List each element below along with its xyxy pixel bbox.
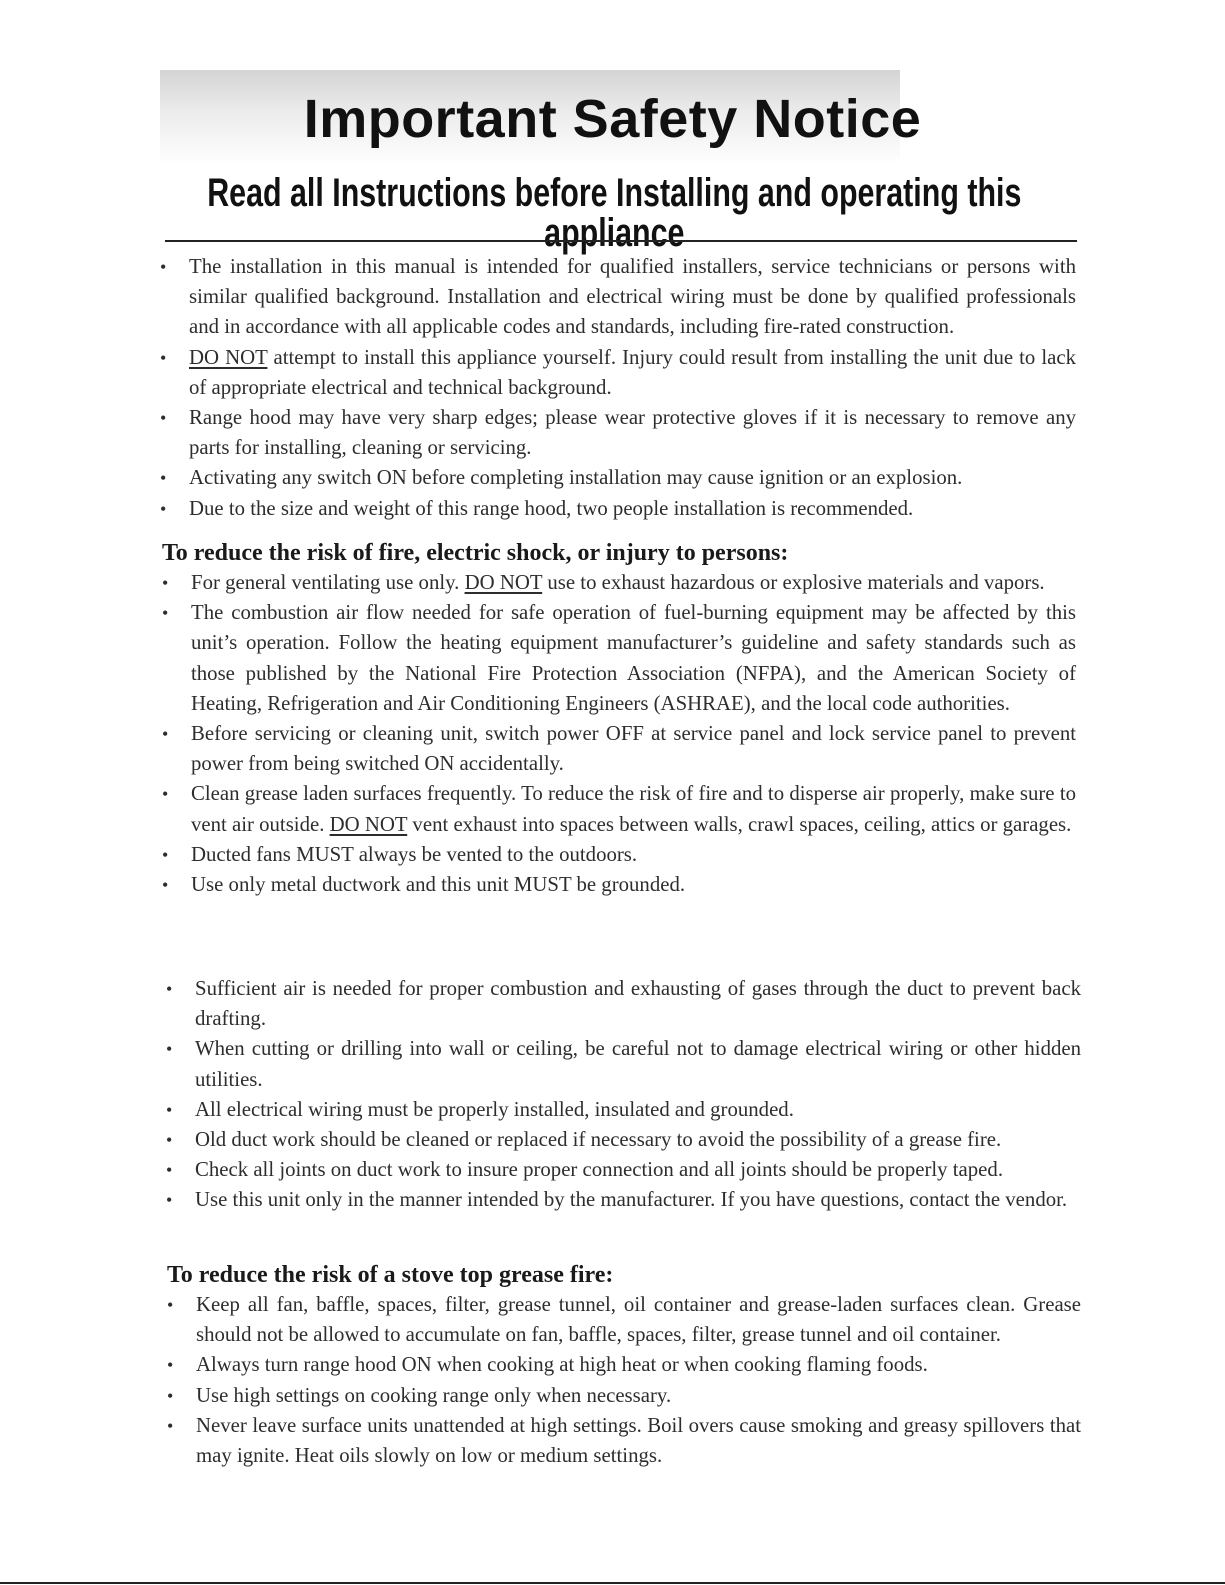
list-item: • Never leave surface units unattended at high settings. Boil overs cause smoking and greasy spillovers that may ignite. Heat oils slowly on low or medium settings. [167,1411,1081,1471]
general-warnings-list [160,252,1076,524]
page-bottom-rule [0,1582,1225,1584]
list-item: • The combustion air flow needed for safe operation of fuel-burning equipment may be affected by this unit’s operation. Follow the heating equipment manufacturer’s guideline and safety standards such as those published by the National Fire Protection Association (NFPA), and the American Society of Heating, Refrigeration and Air Conditioning Engineers (ASHRAE), and the local code authorities. [162,598,1076,719]
section-installation-precautions [166,974,1081,1216]
list-item: • The installation in this manual is intended for qualified installers, service technicians or persons with similar qualified background. Installation and electrical wiring must be done by qualified professionals and in accordance with all applicable codes and standards, including fire-rated construction. [160,252,1076,343]
list-item: • Before servicing or cleaning unit, switch power OFF at service panel and lock service panel to prevent power from being switched ON accidentally. [162,719,1076,779]
section-heading: To reduce the risk of fire, electric shock, or injury to persons: [162,540,789,566]
section-heading: To reduce the risk of a stove top grease fire: [167,1262,614,1288]
list-item: • Check all joints on duct work to insure proper connection and all joints should be properly taped. [166,1155,1081,1185]
list-item: • For general ventilating use only. DO NOT use to exhaust hazardous or explosive materials and vapors. [162,568,1076,598]
list-item: • Due to the size and weight of this range hood, two people installation is recommended. [160,494,1076,524]
list-item: • Use this unit only in the manner intended by the manufacturer. If you have questions, contact the vendor. [166,1185,1081,1215]
list-item: • Use only metal ductwork and this unit MUST be grounded. [162,870,1076,900]
page-title: Important Safety Notice [303,89,922,149]
list-item: • Always turn range hood ON when cooking at high heat or when cooking flaming foods. [167,1350,1081,1380]
section-general-warnings [160,252,1076,524]
list-item: • Use high settings on cooking range only when necessary. [167,1381,1081,1411]
fire-shock-list [162,568,1076,900]
do-not-emphasis: DO NOT [464,571,543,594]
list-item: • Clean grease laden surfaces frequently. To reduce the risk of fire and to disperse air properly, make sure to vent air outside. DO NOT vent exhaust into spaces between walls, crawl spaces, ceiling, attics or garages. [162,779,1076,839]
list-item: • DO NOT attempt to install this appliance yourself. Injury could result from installing the unit due to lack of appropriate electrical and technical background. [160,343,1076,403]
list-item: • Old duct work should be cleaned or replaced if necessary to avoid the possibility of a grease fire. [166,1125,1081,1155]
list-item: • When cutting or drilling into wall or ceiling, be careful not to damage electrical wiring or other hidden utilities. [166,1034,1081,1094]
section-grease-fire [167,1260,1081,1471]
list-item: • Ducted fans MUST always be vented to the outdoors. [162,840,1076,870]
title-divider [165,240,1077,242]
list-item: • Range hood may have very sharp edges; please wear protective gloves if it is necessary to remove any parts for installing, cleaning or servicing. [160,403,1076,463]
list-item: • Sufficient air is needed for proper combustion and exhausting of gases through the duct to prevent back drafting. [166,974,1081,1034]
list-item: • All electrical wiring must be properly installed, insulated and grounded. [166,1095,1081,1125]
installation-precautions-list [166,974,1081,1216]
page-subtitle: Read all Instructions before Installing and operating this appliance [207,171,1022,255]
list-item: • Activating any switch ON before completing installation may cause ignition or an explosion. [160,463,1076,493]
list-item: • Keep all fan, baffle, spaces, filter, grease tunnel, oil container and grease-laden surfaces clean. Grease should not be allowed to accumulate on fan, baffle, spaces, filter, grease tunnel and oil container. [167,1290,1081,1350]
do-not-emphasis: DO NOT [329,812,408,836]
section-fire-shock-injury [162,538,1076,900]
do-not-emphasis: DO NOT [189,345,268,369]
grease-fire-list [167,1290,1081,1471]
